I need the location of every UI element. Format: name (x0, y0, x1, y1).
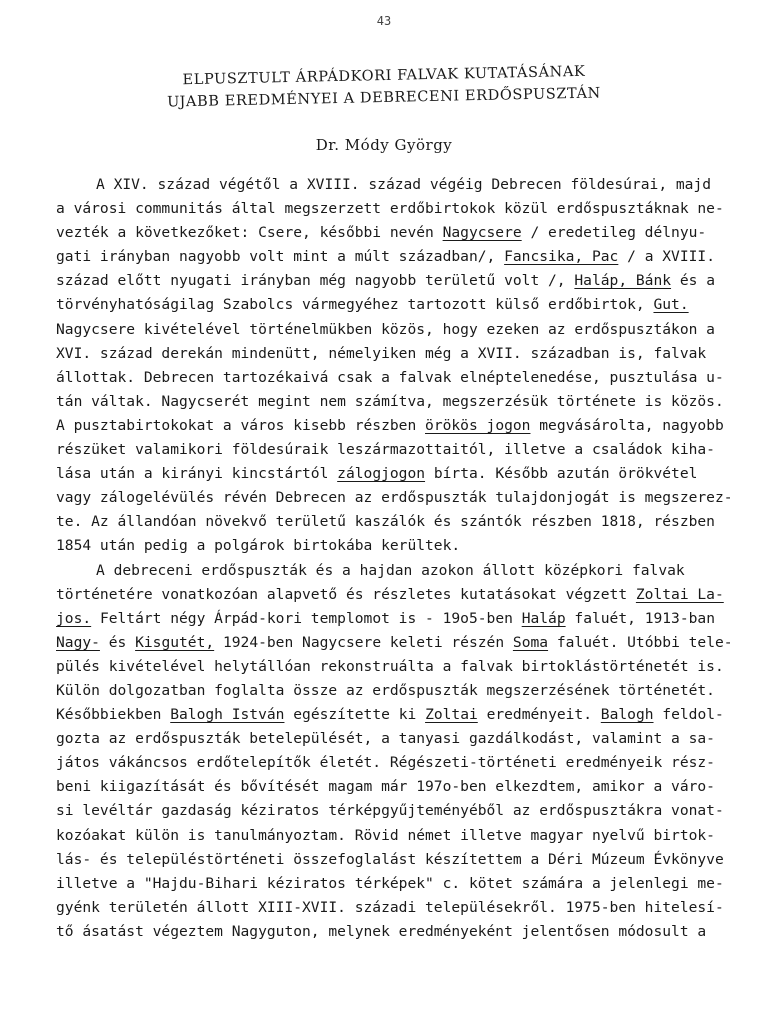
body-text (56, 173, 733, 944)
text-line (56, 631, 733, 655)
text-segment: tán váltak. Nagycserét megint nem számítva, megszerzésük története is közös. (56, 392, 724, 410)
text-segment: XVI. század derekán mindenütt, némelyiken még a XVII. században is, falvak (56, 344, 707, 362)
text-segment: állottak. Debrecen tartozékaivá csak a falvak elnéptelenedése, pusztulása u- (56, 368, 724, 386)
underlined-term: Zoltai La- (635, 585, 724, 603)
text-segment: faluét, 1913-ban (565, 609, 715, 627)
text-segment: történetére vonatkozóan alapvető és részletes kutatásokat végzett (56, 585, 636, 603)
underlined-term: Zoltai (425, 706, 478, 724)
title-line-1: ELPUSZTULT ÁRPÁDKORI FALVAK KUTATÁSÁNAK (182, 63, 586, 89)
text-line (56, 679, 716, 703)
text-segment: megvásárolta, nagyobb (530, 416, 724, 434)
text-segment: A pusztabirtokokat a város kisebb részben (56, 416, 426, 434)
text-line (56, 245, 716, 269)
text-line (56, 173, 716, 197)
text-line (56, 920, 716, 944)
text-segment: lás- és településtörténeti összefoglalást készítettem a Déri Múzeum Évkönyve (56, 850, 724, 868)
text-line (56, 799, 724, 823)
text-line (56, 318, 716, 342)
text-line (56, 293, 716, 317)
text-segment: feldol- (653, 706, 724, 724)
text-segment: si levéltár gazdaság kéziratos térképgyűjteményéből az erdőspusztákra vonat- (56, 802, 724, 820)
page-number: 43 (376, 14, 392, 28)
underlined-term: zálogjogon (337, 465, 426, 483)
text-segment: vagy zálogelévülés révén Debrecen az erdőspuszták tulajdonjogát is megszerez- (56, 489, 733, 507)
text-segment: részüket valamikori földesúraik leszármazottaitól, illetve a családok kiha- (56, 441, 715, 459)
text-line (56, 872, 724, 896)
text-line (56, 197, 724, 221)
text-segment: gyénk területén állott XIII-XVII. századi településekről. 1975-ben hitelesí- (56, 898, 724, 916)
underlined-term: Haláp (521, 609, 566, 627)
text-line (56, 534, 716, 558)
text-line (56, 559, 716, 583)
text-segment: kozóakat külön is tanulmányoztam. Rövid német illetve magyar nyelvű birtok- (56, 826, 715, 844)
text-segment: egészítette ki (284, 706, 426, 724)
text-segment: Későbbiekben (56, 706, 171, 724)
text-segment: / eredetileg délnyu- (521, 224, 707, 242)
text-line (56, 269, 716, 293)
text-segment: illetve a "Hajdu-Bihari kéziratos térképek" c. kötet számára a jelenlegi me- (56, 874, 724, 892)
text-line (56, 342, 716, 366)
text-segment: eredményeit. (477, 706, 601, 724)
text-segment: Feltárt négy Árpád-kori templomot is - 19o5-ben (91, 609, 522, 627)
text-line (56, 896, 724, 920)
text-segment: század előtt nyugati irányban még nagyobb területű volt /, (56, 272, 575, 290)
text-line (56, 848, 724, 872)
text-line (56, 390, 724, 414)
text-segment: A XIV. század végétől a XVIII. század végéig Debrecen földesúrai, majd (96, 176, 712, 193)
text-segment: / a XVIII. (618, 248, 715, 266)
text-segment: lása után a kirányi kincstártól (56, 465, 338, 483)
text-line (56, 583, 724, 607)
text-segment: faluét. Utóbbi tele- (548, 633, 733, 651)
text-segment: Külön dolgozatban foglalta össze az erdőspuszták megszerzésének történetét. (56, 681, 715, 699)
underlined-term: Balogh (600, 706, 654, 724)
text-segment: beni kiigazítását és bővítését magam már 197o-ben elkezdtem, amikor a váro- (56, 778, 715, 796)
text-segment: Nagycsere kivételével történelmükben közös, hogy ezeken az erdőspusztákon a (56, 320, 715, 338)
text-line (56, 607, 716, 631)
text-segment: gati irányban nagyobb volt mint a múlt században/, (56, 248, 505, 266)
text-segment: bírta. Később azután örökvétel (425, 465, 698, 483)
text-segment: te. Az állandóan növekvő területű kaszálók és szántók részben 1818, részben (56, 513, 715, 531)
text-segment: 1924-ben Nagycsere keleti részén (214, 633, 513, 651)
text-segment: és (99, 633, 136, 651)
underlined-term: Fancsika, Pac (504, 248, 619, 266)
text-segment: vezték a következőket: Csere, későbbi nevén (56, 224, 443, 242)
author: Dr. Módy György (315, 136, 453, 154)
text-line (56, 824, 716, 848)
text-segment: játos vákáncsos erdőtelepítők életét. Régészeti-történeti eredményeik rész- (56, 754, 715, 772)
underlined-term: Gut. (653, 296, 689, 314)
underlined-term: Soma (512, 633, 549, 651)
text-line (56, 414, 724, 438)
underlined-term: Nagy- (56, 633, 100, 651)
text-segment: tő ásatást végeztem Nagyguton, melynek eredményeként jelentősen módosult a (56, 922, 707, 940)
underlined-term: jos. (56, 609, 92, 627)
text-segment: A debreceni erdőspuszták és a hajdan azokon állott középkori falvak (96, 561, 685, 579)
underlined-term: Nagycsere (442, 224, 522, 242)
text-line (56, 462, 716, 486)
text-segment: gozta az erdőspuszták betelepülését, a tanyasi gazdálkodást, valamint a sa- (56, 730, 715, 748)
text-line (56, 510, 716, 534)
text-segment: a városi communitás által megszerzett erdőbirtokok közül erdőspusztáknak ne- (56, 200, 724, 218)
text-line (56, 751, 716, 775)
text-line (56, 486, 733, 510)
underlined-term: Kisgutét, (135, 633, 215, 651)
title-line-2: UJABB EREDMÉNYEI A DEBRECENI ERDŐSPUSZTÁN (166, 85, 602, 111)
text-line (56, 438, 716, 462)
text-line (56, 221, 716, 245)
text-line (56, 775, 716, 799)
text-segment: pülés kivételével helytállóan rekonstruálta a falvak birtoklástörténetét is. (56, 657, 724, 675)
underlined-term: Haláp, Bánk (574, 272, 672, 290)
text-segment: törvényhatóságilag Szabolcs vármegyéhez tartozott külső erdőbirtok, (56, 296, 654, 314)
text-line (56, 727, 716, 751)
text-line (56, 366, 724, 390)
text-line (56, 703, 724, 727)
underlined-term: Balogh István (170, 706, 285, 724)
text-segment: és a (671, 272, 715, 290)
text-line (56, 655, 724, 679)
text-segment: 1854 után pedig a polgárok birtokába kerültek. (56, 537, 461, 555)
underlined-term: örökös jogon (425, 416, 531, 434)
